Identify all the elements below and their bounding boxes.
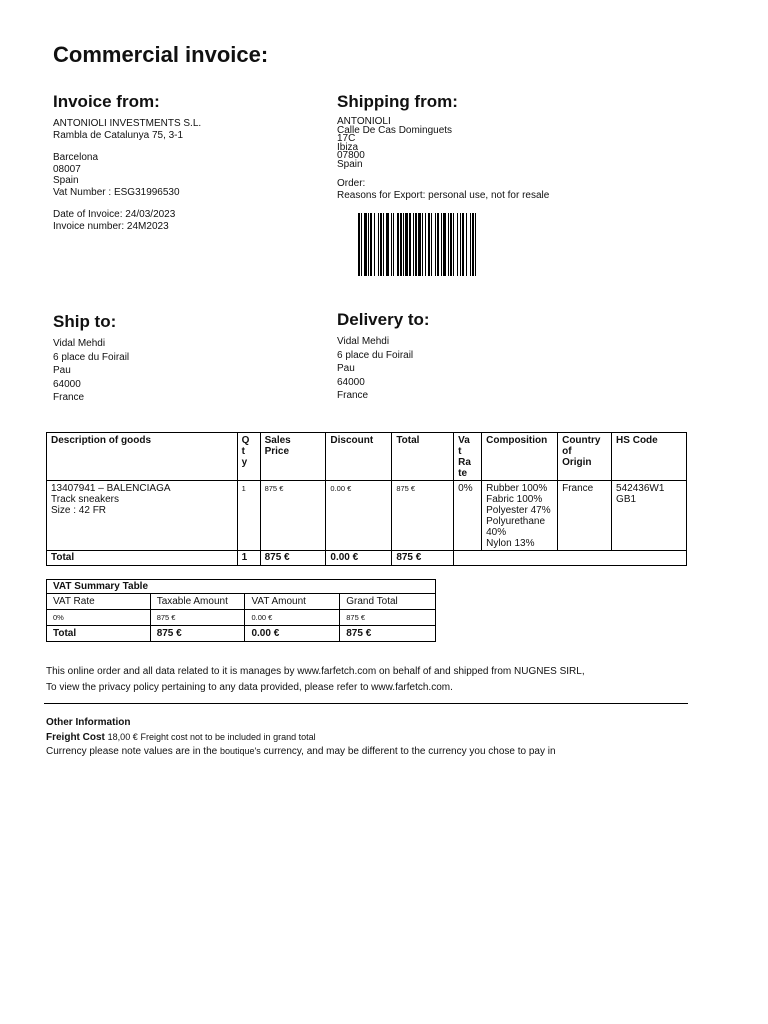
header-description: Description of goods [47,433,238,481]
footer-line-2: To view the privacy policy pertaining to any data provided, please refer to www.farfetch.com. [46,682,453,693]
item-code: 13407941 – BALENCIAGA [51,483,171,494]
ship-to-heading: Ship to: [53,312,117,331]
item-description [47,481,238,551]
ship-to-country: France [53,392,85,404]
ship-to-city: Pau [53,365,71,377]
shipping-from-heading: Shipping from: [337,92,458,111]
table-row [47,610,436,626]
shipping-from-unit: 17C [337,133,356,145]
ship-to-block [53,337,129,405]
header-vat-rate: Va t Ra te [454,433,482,481]
ship-to-postcode: 64000 [53,378,81,390]
vat-summary-table [46,579,436,642]
vat-total-row [47,626,436,642]
item-hs-code: 542436W1 GB1 [612,481,687,551]
item-name: Track sneakers [51,494,119,505]
delivery-to-city: Pau [337,363,355,375]
vat-row-grand: 875 € [340,610,436,626]
header-hs-code: HS Code [612,433,687,481]
currency-note-b: currency, and may be different to the currency you chose to pay in [263,746,556,757]
currency-boutique: boutique's [220,746,261,756]
vat-total-amount: 0.00 € [245,626,340,642]
invoice-from-street: Rambla de Catalunya 75, 3-1 [53,129,184,141]
total-qty: 1 [237,551,260,566]
header-composition: Composition [482,433,558,481]
total-sales-price: 875 € [260,551,326,566]
item-country: France [558,481,612,551]
footer-notice [46,664,585,696]
shipping-order-block [337,178,549,201]
item-composition: Rubber 100% Fabric 100% Polyester 47% Polyurethane 40% Nylon 13% [482,481,558,551]
header-qty: Q t y [237,433,260,481]
invoice-from-block [53,118,201,232]
delivery-to-block [337,335,413,403]
item-total: 875 € [392,481,454,551]
page-title: Commercial invoice: [53,42,269,67]
shipping-from-city: Ibiza [337,141,359,153]
invoice-from-heading: Invoice from: [53,92,160,111]
other-info-heading: Other Information [46,717,131,728]
freight-value: 18,00 € [107,732,138,742]
currency-note-a: Currency please note values are in the [46,746,218,757]
vat-total-taxable: 875 € [150,626,245,642]
shipping-order: Order: [337,178,366,189]
delivery-to-heading: Delivery to: [337,310,430,329]
vat-total-label: Total [47,626,151,642]
total-discount: 0.00 € [326,551,392,566]
freight-line [46,732,316,744]
header-country: Country of Origin [558,433,612,481]
invoice-from-city: Barcelona [53,152,99,163]
divider [44,703,688,704]
barcode [358,213,534,276]
vat-header-grand: Grand Total [340,594,436,610]
invoice-from-country: Spain [53,175,79,186]
vat-header-rate: VAT Rate [47,594,151,610]
shipping-from-name: ANTONIOLI [337,116,391,127]
vat-row-rate: 0% [47,610,151,626]
vat-row-amount: 0.00 € [245,610,340,626]
total-empty [454,551,687,566]
delivery-to-postcode: 64000 [337,376,365,388]
goods-total-row [47,551,687,566]
ship-to-name: Vidal Mehdi [53,338,106,349]
item-vat-rate: 0% [454,481,482,551]
vat-header-row [47,594,436,610]
item-size: Size : 42 FR [51,505,107,516]
item-sales-price: 875 € [260,481,326,551]
invoice-date: Date of Invoice: 24/03/2023 [53,209,176,220]
invoice-from-company: ANTONIOLI INVESTMENTS S.L. [53,118,202,129]
total-label: Total [47,551,238,566]
delivery-to-name: Vidal Mehdi [337,336,390,347]
vat-summary-title: VAT Summary Table [47,580,436,594]
total-total: 875 € [392,551,454,566]
ship-to-street: 6 place du Foirail [53,351,130,363]
vat-header-amount: VAT Amount [245,594,340,610]
header-discount: Discount [326,433,392,481]
currency-line [46,746,556,758]
shipping-from-country: Spain [337,158,363,170]
item-qty: 1 [237,481,260,551]
goods-table [46,432,687,566]
freight-note: Freight cost not to be included in grand total [140,732,316,742]
delivery-to-country: France [337,390,369,402]
vat-total-grand: 875 € [340,626,436,642]
shipping-from-block [337,118,452,170]
shipping-from-street: Calle De Cas Dominguets [337,124,453,136]
freight-label: Freight Cost [46,732,105,743]
header-sales-price: Sales Price [260,433,326,481]
table-row [47,481,687,551]
item-discount: 0.00 € [326,481,392,551]
invoice-from-vat: Vat Number : ESG31996530 [53,186,180,198]
invoice-from-postcode: 08007 [53,163,81,175]
delivery-to-street: 6 place du Foirail [337,349,414,361]
vat-row-taxable: 875 € [150,610,245,626]
shipping-from-postcode: 07800 [337,150,365,162]
header-total: Total [392,433,454,481]
vat-header-taxable: Taxable Amount [150,594,245,610]
footer-line-1: This online order and all data related to it is manages by www.farfetch.com on behalf of and shipped from NUGNES SIRL, [46,666,585,677]
goods-header-row [47,433,687,481]
invoice-number: Invoice number: 24M2023 [53,220,169,232]
export-reason: Reasons for Export: personal use, not for resale [337,189,550,201]
